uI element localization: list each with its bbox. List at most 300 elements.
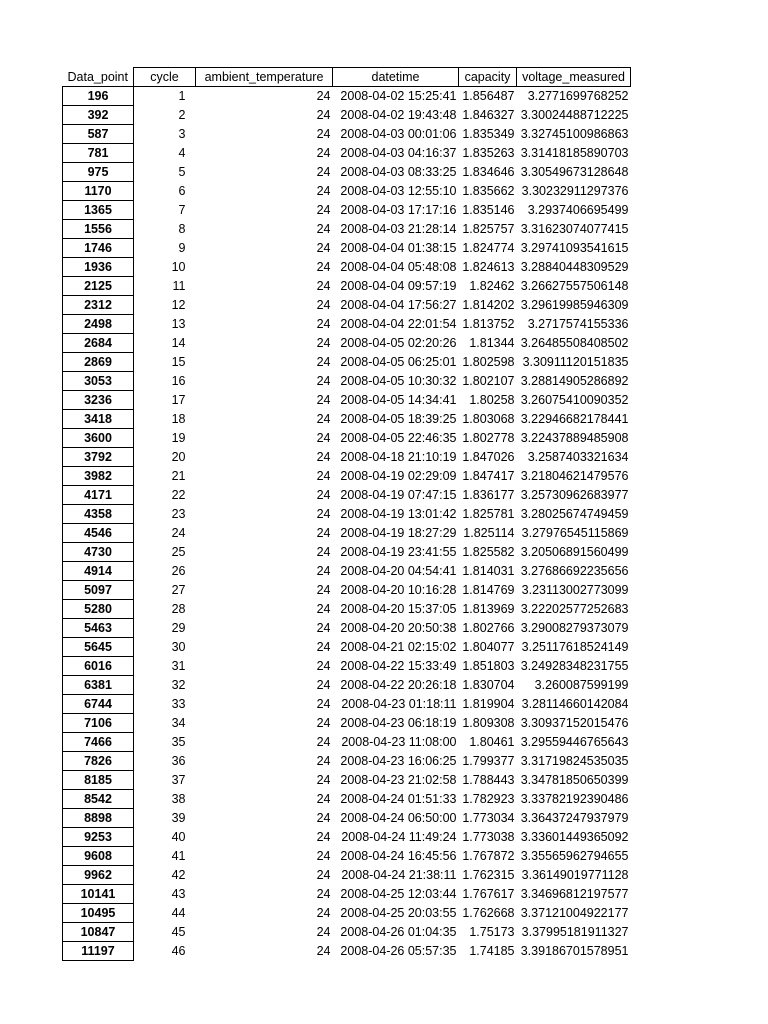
cell-datetime: 2008-04-23 11:08:00 bbox=[341, 735, 457, 749]
cell-datetime: 2008-04-25 12:03:44 bbox=[340, 887, 457, 901]
cell-cycle: 34 bbox=[171, 716, 186, 730]
cell-capacity: 1.80461 bbox=[469, 735, 515, 749]
cell-voltage-measured: 3.34781850650399 bbox=[520, 773, 629, 787]
cell-cycle: 27 bbox=[171, 583, 186, 597]
cell-voltage-measured: 3.21804621479576 bbox=[520, 469, 629, 483]
table-row bbox=[63, 315, 631, 334]
cell-voltage-measured: 3.34696812197577 bbox=[520, 887, 629, 901]
table-row bbox=[63, 182, 631, 201]
cell-cycle: 32 bbox=[171, 678, 186, 692]
cell-data-point: 6744 bbox=[63, 695, 134, 714]
cell-data-point: 3600 bbox=[63, 429, 134, 448]
cell-datetime: 2008-04-26 01:04:35 bbox=[340, 925, 457, 939]
cell-ambient-temperature: 24 bbox=[316, 944, 331, 958]
cell-data-point: 7826 bbox=[63, 752, 134, 771]
cell-data-point: 3418 bbox=[63, 410, 134, 429]
cell-data-point: 10847 bbox=[63, 923, 134, 942]
table-row bbox=[63, 201, 631, 220]
header-voltage-measured: voltage_measured bbox=[517, 68, 631, 87]
cell-datetime: 2008-04-25 20:03:55 bbox=[340, 906, 457, 920]
table-row bbox=[63, 163, 631, 182]
cell-data-point: 8542 bbox=[63, 790, 134, 809]
cell-datetime: 2008-04-24 21:38:11 bbox=[341, 868, 457, 882]
cell-ambient-temperature: 24 bbox=[316, 868, 331, 882]
cell-cycle: 41 bbox=[171, 849, 186, 863]
cell-voltage-measured: 3.32745100986863 bbox=[520, 127, 629, 141]
cell-cycle: 28 bbox=[171, 602, 186, 616]
cell-cycle: 5 bbox=[178, 165, 186, 179]
table-row bbox=[63, 429, 631, 448]
cell-datetime: 2008-04-03 17:17:16 bbox=[340, 203, 457, 217]
cell-cycle: 38 bbox=[171, 792, 186, 806]
cell-data-point: 4546 bbox=[63, 524, 134, 543]
cell-cycle: 22 bbox=[171, 488, 186, 502]
cell-capacity: 1.802598 bbox=[462, 355, 515, 369]
cell-data-point: 1556 bbox=[63, 220, 134, 239]
cell-data-point: 1936 bbox=[63, 258, 134, 277]
table-row bbox=[63, 657, 631, 676]
cell-ambient-temperature: 24 bbox=[316, 659, 331, 673]
cell-ambient-temperature: 24 bbox=[316, 222, 331, 236]
cell-datetime: 2008-04-23 16:06:25 bbox=[340, 754, 457, 768]
cell-data-point: 7106 bbox=[63, 714, 134, 733]
table-row bbox=[63, 372, 631, 391]
cell-datetime: 2008-04-03 21:28:14 bbox=[340, 222, 457, 236]
cell-voltage-measured: 3.29619985946309 bbox=[520, 298, 629, 312]
cell-capacity: 1.799377 bbox=[462, 754, 515, 768]
cell-datetime: 2008-04-26 05:57:35 bbox=[340, 944, 457, 958]
table-row bbox=[63, 923, 631, 942]
cell-voltage-measured: 3.2937406695499 bbox=[527, 203, 629, 217]
cell-datetime: 2008-04-20 15:37:05 bbox=[340, 602, 457, 616]
cell-ambient-temperature: 24 bbox=[316, 640, 331, 654]
cell-cycle: 8 bbox=[178, 222, 186, 236]
cell-capacity: 1.814769 bbox=[462, 583, 515, 597]
cell-capacity: 1.767872 bbox=[462, 849, 515, 863]
cell-capacity: 1.830704 bbox=[462, 678, 515, 692]
cell-voltage-measured: 3.29741093541615 bbox=[520, 241, 629, 255]
cell-cycle: 40 bbox=[171, 830, 186, 844]
cell-capacity: 1.836177 bbox=[462, 488, 515, 502]
cell-cycle: 42 bbox=[171, 868, 186, 882]
cell-data-point: 4730 bbox=[63, 543, 134, 562]
cell-ambient-temperature: 24 bbox=[316, 260, 331, 274]
cell-datetime: 2008-04-24 16:45:56 bbox=[340, 849, 457, 863]
table-row bbox=[63, 391, 631, 410]
cell-ambient-temperature: 24 bbox=[316, 127, 331, 141]
header-row bbox=[63, 68, 631, 87]
cell-datetime: 2008-04-24 01:51:33 bbox=[340, 792, 457, 806]
table-row bbox=[63, 334, 631, 353]
cell-cycle: 43 bbox=[171, 887, 186, 901]
cell-ambient-temperature: 24 bbox=[316, 203, 331, 217]
cell-data-point: 1170 bbox=[63, 182, 134, 201]
cell-datetime: 2008-04-05 06:25:01 bbox=[340, 355, 457, 369]
cell-voltage-measured: 3.27976545115869 bbox=[521, 526, 629, 540]
cell-voltage-measured: 3.25117618524149 bbox=[521, 640, 629, 654]
cell-capacity: 1.851803 bbox=[462, 659, 515, 673]
cell-ambient-temperature: 24 bbox=[316, 925, 331, 939]
cell-voltage-measured: 3.30937152015476 bbox=[520, 716, 629, 730]
cell-datetime: 2008-04-05 18:39:25 bbox=[340, 412, 457, 426]
cell-capacity: 1.825114 bbox=[463, 526, 515, 540]
cell-voltage-measured: 3.36149019771128 bbox=[521, 868, 629, 882]
cell-ambient-temperature: 24 bbox=[316, 754, 331, 768]
cell-cycle: 33 bbox=[171, 697, 186, 711]
cell-ambient-temperature: 24 bbox=[316, 849, 331, 863]
cell-ambient-temperature: 24 bbox=[316, 583, 331, 597]
cell-capacity: 1.835263 bbox=[462, 146, 515, 160]
cell-cycle: 7 bbox=[178, 203, 186, 217]
cell-data-point: 2125 bbox=[63, 277, 134, 296]
cell-cycle: 37 bbox=[171, 773, 186, 787]
cell-ambient-temperature: 24 bbox=[316, 317, 331, 331]
cell-ambient-temperature: 24 bbox=[316, 906, 331, 920]
header-datetime: datetime bbox=[333, 68, 459, 87]
cell-datetime: 2008-04-23 06:18:19 bbox=[340, 716, 457, 730]
cell-ambient-temperature: 24 bbox=[316, 526, 331, 540]
cell-voltage-measured: 3.31418185890703 bbox=[520, 146, 629, 160]
cell-cycle: 19 bbox=[171, 431, 186, 445]
cell-voltage-measured: 3.25730962683977 bbox=[520, 488, 629, 502]
table-row bbox=[63, 695, 631, 714]
cell-datetime: 2008-04-04 22:01:54 bbox=[340, 317, 457, 331]
cell-data-point: 1365 bbox=[63, 201, 134, 220]
cell-voltage-measured: 3.30024488712225 bbox=[520, 108, 629, 122]
cell-ambient-temperature: 24 bbox=[316, 697, 331, 711]
cell-datetime: 2008-04-24 06:50:00 bbox=[340, 811, 457, 825]
cell-data-point: 5280 bbox=[63, 600, 134, 619]
table-row bbox=[63, 638, 631, 657]
cell-voltage-measured: 3.37995181911327 bbox=[521, 925, 629, 939]
cell-voltage-measured: 3.31719824535035 bbox=[520, 754, 629, 768]
cell-datetime: 2008-04-19 07:47:15 bbox=[340, 488, 457, 502]
cell-datetime: 2008-04-20 10:16:28 bbox=[340, 583, 457, 597]
cell-ambient-temperature: 24 bbox=[316, 545, 331, 559]
cell-capacity: 1.802107 bbox=[462, 374, 515, 388]
table-row bbox=[63, 581, 631, 600]
cell-ambient-temperature: 24 bbox=[316, 621, 331, 635]
cell-ambient-temperature: 24 bbox=[316, 165, 331, 179]
cell-datetime: 2008-04-03 00:01:06 bbox=[340, 127, 457, 141]
cell-voltage-measured: 3.2587403321634 bbox=[527, 450, 629, 464]
cell-datetime: 2008-04-03 08:33:25 bbox=[340, 165, 457, 179]
cell-data-point: 9608 bbox=[63, 847, 134, 866]
cell-data-point: 5645 bbox=[63, 638, 134, 657]
cell-voltage-measured: 3.23113002773099 bbox=[521, 583, 629, 597]
table-row bbox=[63, 942, 631, 961]
cell-capacity: 1.825582 bbox=[462, 545, 515, 559]
cell-cycle: 15 bbox=[171, 355, 186, 369]
table-row bbox=[63, 467, 631, 486]
cell-data-point: 1746 bbox=[63, 239, 134, 258]
header-cycle: cycle bbox=[134, 68, 196, 87]
cell-capacity: 1.767617 bbox=[462, 887, 515, 901]
cell-ambient-temperature: 24 bbox=[316, 431, 331, 445]
cell-capacity: 1.813969 bbox=[462, 602, 515, 616]
table-row bbox=[63, 904, 631, 923]
table-row bbox=[63, 600, 631, 619]
cell-data-point: 8185 bbox=[63, 771, 134, 790]
cell-datetime: 2008-04-23 21:02:58 bbox=[340, 773, 457, 787]
cell-data-point: 196 bbox=[63, 87, 134, 106]
cell-voltage-measured: 3.33782192390486 bbox=[520, 792, 629, 806]
cell-ambient-temperature: 24 bbox=[316, 241, 331, 255]
cell-ambient-temperature: 24 bbox=[316, 279, 331, 293]
table-row bbox=[63, 809, 631, 828]
cell-datetime: 2008-04-20 20:50:38 bbox=[340, 621, 457, 635]
cell-capacity: 1.824613 bbox=[462, 260, 515, 274]
cell-voltage-measured: 3.28114660142084 bbox=[521, 697, 629, 711]
cell-cycle: 6 bbox=[178, 184, 186, 198]
table-row bbox=[63, 562, 631, 581]
cell-cycle: 36 bbox=[171, 754, 186, 768]
cell-voltage-measured: 3.2717574155336 bbox=[527, 317, 629, 331]
cell-ambient-temperature: 24 bbox=[316, 374, 331, 388]
table-row bbox=[63, 543, 631, 562]
table-row bbox=[63, 866, 631, 885]
cell-data-point: 3053 bbox=[63, 372, 134, 391]
cell-ambient-temperature: 24 bbox=[316, 564, 331, 578]
cell-datetime: 2008-04-04 09:57:19 bbox=[340, 279, 457, 293]
cell-datetime: 2008-04-23 01:18:11 bbox=[341, 697, 457, 711]
cell-cycle: 45 bbox=[171, 925, 186, 939]
cell-voltage-measured: 3.37121004922177 bbox=[520, 906, 629, 920]
cell-datetime: 2008-04-02 15:25:41 bbox=[340, 89, 457, 104]
cell-capacity: 1.856487 bbox=[462, 89, 515, 104]
cell-ambient-temperature: 24 bbox=[316, 678, 331, 692]
cell-datetime: 2008-04-04 01:38:15 bbox=[340, 241, 457, 255]
cell-voltage-measured: 3.39186701578951 bbox=[520, 944, 629, 958]
cell-ambient-temperature: 24 bbox=[316, 146, 331, 160]
cell-datetime: 2008-04-19 02:29:09 bbox=[340, 469, 457, 483]
cell-capacity: 1.835146 bbox=[462, 203, 515, 217]
cell-voltage-measured: 3.30549673128648 bbox=[520, 165, 629, 179]
cell-data-point: 9962 bbox=[63, 866, 134, 885]
cell-capacity: 1.814031 bbox=[462, 564, 515, 578]
table-row bbox=[63, 752, 631, 771]
cell-voltage-measured: 3.26627557506148 bbox=[520, 279, 629, 293]
cell-capacity: 1.814202 bbox=[462, 298, 515, 312]
cell-voltage-measured: 3.29559446765643 bbox=[520, 735, 629, 749]
cell-datetime: 2008-04-19 13:01:42 bbox=[340, 507, 457, 521]
header-ambient-temperature: ambient_temperature bbox=[196, 68, 333, 87]
cell-datetime: 2008-04-24 11:49:24 bbox=[341, 830, 457, 844]
cell-data-point: 587 bbox=[63, 125, 134, 144]
cell-ambient-temperature: 24 bbox=[316, 488, 331, 502]
cell-ambient-temperature: 24 bbox=[316, 355, 331, 369]
cell-datetime: 2008-04-22 20:26:18 bbox=[340, 678, 457, 692]
cell-capacity: 1.824774 bbox=[462, 241, 515, 255]
table-body bbox=[63, 87, 631, 961]
cell-capacity: 1.782923 bbox=[462, 792, 515, 806]
cell-voltage-measured: 3.22946682178441 bbox=[520, 412, 629, 426]
cell-ambient-temperature: 24 bbox=[316, 393, 331, 407]
cell-data-point: 3236 bbox=[63, 391, 134, 410]
cell-ambient-temperature: 24 bbox=[316, 887, 331, 901]
cell-cycle: 21 bbox=[171, 469, 186, 483]
table-row bbox=[63, 790, 631, 809]
cell-voltage-measured: 3.2771699768252 bbox=[527, 89, 629, 104]
cell-data-point: 4358 bbox=[63, 505, 134, 524]
cell-ambient-temperature: 24 bbox=[316, 716, 331, 730]
cell-datetime: 2008-04-03 12:55:10 bbox=[340, 184, 457, 198]
table-row bbox=[63, 125, 631, 144]
cell-datetime: 2008-04-05 10:30:32 bbox=[340, 374, 457, 388]
cell-data-point: 2684 bbox=[63, 334, 134, 353]
cell-voltage-measured: 3.30911120151835 bbox=[522, 355, 629, 369]
cell-capacity: 1.762668 bbox=[462, 906, 515, 920]
cell-voltage-measured: 3.260087599199 bbox=[534, 678, 629, 692]
cell-capacity: 1.82462 bbox=[469, 279, 515, 293]
table-row bbox=[63, 106, 631, 125]
table-row bbox=[63, 885, 631, 904]
cell-data-point: 10141 bbox=[63, 885, 134, 904]
cell-cycle: 12 bbox=[171, 298, 186, 312]
cell-data-point: 11197 bbox=[63, 942, 134, 961]
cell-datetime: 2008-04-03 04:16:37 bbox=[340, 146, 457, 160]
cell-voltage-measured: 3.22202577252683 bbox=[520, 602, 629, 616]
cell-capacity: 1.847026 bbox=[462, 450, 515, 464]
cell-voltage-measured: 3.33601449365092 bbox=[520, 830, 629, 844]
cell-capacity: 1.835662 bbox=[462, 184, 515, 198]
cell-data-point: 4914 bbox=[63, 562, 134, 581]
cell-datetime: 2008-04-21 02:15:02 bbox=[340, 640, 457, 654]
cell-ambient-temperature: 24 bbox=[316, 412, 331, 426]
cell-capacity: 1.804077 bbox=[462, 640, 515, 654]
cell-cycle: 31 bbox=[171, 659, 186, 673]
cell-voltage-measured: 3.26075410090352 bbox=[520, 393, 629, 407]
cell-capacity: 1.81344 bbox=[469, 336, 515, 350]
table-row bbox=[63, 87, 631, 106]
table-row bbox=[63, 239, 631, 258]
cell-capacity: 1.80258 bbox=[469, 393, 515, 407]
table-row bbox=[63, 733, 631, 752]
cell-capacity: 1.825757 bbox=[462, 222, 515, 236]
cell-data-point: 3982 bbox=[63, 467, 134, 486]
table-row bbox=[63, 847, 631, 866]
cell-cycle: 10 bbox=[171, 260, 186, 274]
table-row bbox=[63, 771, 631, 790]
cell-capacity: 1.825781 bbox=[462, 507, 515, 521]
cell-capacity: 1.802766 bbox=[462, 621, 515, 635]
cell-ambient-temperature: 24 bbox=[316, 811, 331, 825]
table-row bbox=[63, 448, 631, 467]
cell-voltage-measured: 3.28814905286892 bbox=[520, 374, 629, 388]
table-header bbox=[63, 68, 631, 87]
cell-datetime: 2008-04-05 14:34:41 bbox=[340, 393, 457, 407]
cell-data-point: 6016 bbox=[63, 657, 134, 676]
cell-data-point: 4171 bbox=[63, 486, 134, 505]
cell-cycle: 24 bbox=[171, 526, 186, 540]
cell-cycle: 23 bbox=[171, 507, 186, 521]
table-row bbox=[63, 505, 631, 524]
cell-datetime: 2008-04-19 18:27:29 bbox=[340, 526, 457, 540]
cell-data-point: 10495 bbox=[63, 904, 134, 923]
cell-capacity: 1.773038 bbox=[462, 830, 515, 844]
table-row bbox=[63, 277, 631, 296]
cell-cycle: 18 bbox=[171, 412, 186, 426]
cell-voltage-measured: 3.30232911297376 bbox=[521, 184, 629, 198]
cell-datetime: 2008-04-05 02:20:26 bbox=[340, 336, 457, 350]
cell-cycle: 17 bbox=[171, 393, 186, 407]
table-row bbox=[63, 486, 631, 505]
cell-capacity: 1.846327 bbox=[462, 108, 515, 122]
cell-ambient-temperature: 24 bbox=[316, 108, 331, 122]
cell-voltage-measured: 3.26485508408502 bbox=[520, 336, 629, 350]
cell-voltage-measured: 3.28025674749459 bbox=[520, 507, 629, 521]
cell-cycle: 13 bbox=[171, 317, 186, 331]
cell-ambient-temperature: 24 bbox=[316, 773, 331, 787]
cell-data-point: 7466 bbox=[63, 733, 134, 752]
cell-cycle: 1 bbox=[178, 89, 186, 104]
cell-cycle: 14 bbox=[171, 336, 186, 350]
cell-capacity: 1.762315 bbox=[462, 868, 515, 882]
cell-datetime: 2008-04-18 21:10:19 bbox=[340, 450, 457, 464]
table-row bbox=[63, 296, 631, 315]
cell-cycle: 3 bbox=[178, 127, 186, 141]
cell-cycle: 4 bbox=[178, 146, 186, 160]
cell-cycle: 35 bbox=[171, 735, 186, 749]
cell-voltage-measured: 3.20506891560499 bbox=[520, 545, 629, 559]
cell-cycle: 2 bbox=[178, 108, 186, 122]
cell-voltage-measured: 3.31623074077415 bbox=[520, 222, 629, 236]
cell-capacity: 1.773034 bbox=[462, 811, 515, 825]
cell-voltage-measured: 3.35565962794655 bbox=[520, 849, 629, 863]
cell-datetime: 2008-04-20 04:54:41 bbox=[340, 564, 457, 578]
cell-capacity: 1.74185 bbox=[469, 944, 515, 958]
cell-ambient-temperature: 24 bbox=[316, 792, 331, 806]
cell-cycle: 29 bbox=[171, 621, 186, 635]
cell-ambient-temperature: 24 bbox=[316, 184, 331, 198]
table-row bbox=[63, 524, 631, 543]
cell-datetime: 2008-04-19 23:41:55 bbox=[340, 545, 457, 559]
cell-voltage-measured: 3.28840448309529 bbox=[520, 260, 629, 274]
cell-data-point: 392 bbox=[63, 106, 134, 125]
table-row bbox=[63, 258, 631, 277]
table-row bbox=[63, 619, 631, 638]
cell-capacity: 1.75173 bbox=[469, 925, 515, 939]
table-row bbox=[63, 220, 631, 239]
cell-data-point: 8898 bbox=[63, 809, 134, 828]
battery-data-table bbox=[62, 67, 631, 961]
cell-ambient-temperature: 24 bbox=[316, 735, 331, 749]
cell-voltage-measured: 3.29008279373079 bbox=[520, 621, 629, 635]
cell-ambient-temperature: 24 bbox=[316, 89, 331, 104]
cell-ambient-temperature: 24 bbox=[316, 830, 331, 844]
cell-capacity: 1.788443 bbox=[462, 773, 515, 787]
cell-cycle: 11 bbox=[172, 279, 186, 293]
cell-capacity: 1.803068 bbox=[462, 412, 515, 426]
table-row bbox=[63, 828, 631, 847]
cell-voltage-measured: 3.27686692235656 bbox=[520, 564, 629, 578]
cell-cycle: 20 bbox=[171, 450, 186, 464]
cell-ambient-temperature: 24 bbox=[316, 507, 331, 521]
cell-capacity: 1.819904 bbox=[462, 697, 515, 711]
cell-datetime: 2008-04-02 19:43:48 bbox=[340, 108, 457, 122]
cell-data-point: 5463 bbox=[63, 619, 134, 638]
cell-datetime: 2008-04-04 05:48:08 bbox=[340, 260, 457, 274]
cell-ambient-temperature: 24 bbox=[316, 336, 331, 350]
cell-ambient-temperature: 24 bbox=[316, 469, 331, 483]
table-row bbox=[63, 144, 631, 163]
cell-data-point: 2312 bbox=[63, 296, 134, 315]
table-row bbox=[63, 410, 631, 429]
cell-datetime: 2008-04-04 17:56:27 bbox=[340, 298, 457, 312]
cell-datetime: 2008-04-22 15:33:49 bbox=[340, 659, 457, 673]
cell-voltage-measured: 3.22437889485908 bbox=[520, 431, 629, 445]
cell-data-point: 975 bbox=[63, 163, 134, 182]
